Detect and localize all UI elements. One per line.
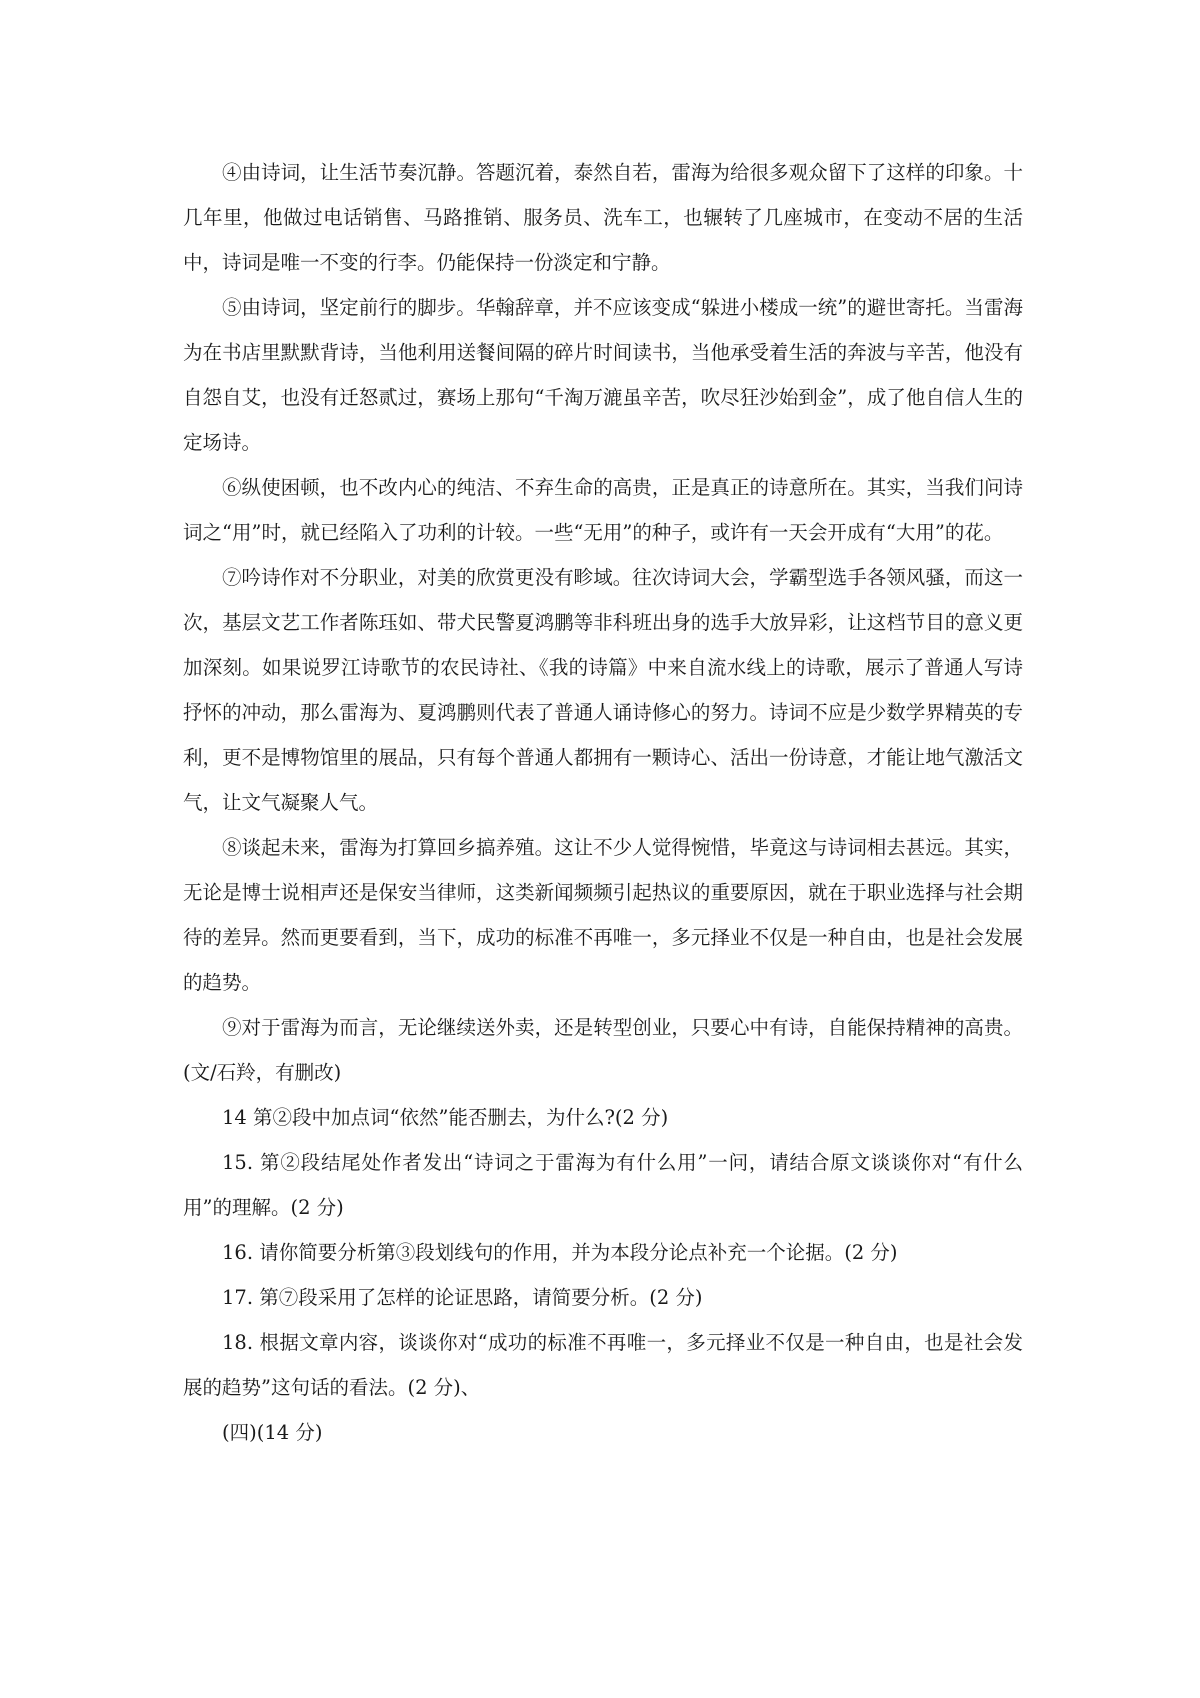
question-17: 17. 第⑦段采用了怎样的论证思路，请简要分析。(2 分) xyxy=(222,1286,703,1309)
paragraph-7: ⑦吟诗作对不分职业，对美的欣赏更没有畛域。往次诗词大会，学霸型选手各领风骚，而这一次，基层文艺工作者陈珏如、带犬民警夏鸿鹏等非科班出身的选手大放异彩，让这档节目的意义更加深刻。如果说罗江诗歌节的农民诗社、《我的诗篇》中来自流水线上的诗歌，展示了普通人写诗抒怀的冲动，那么雷海为、夏鸿鹏则代表了普通人诵诗修心的努力。诗词不应是少数学界精英的专利，更不是博物馆里的展品，只有每个普通人都拥有一颗诗心、活出一份诗意，才能让地气激活文气，让文气凝聚人气。 xyxy=(183,566,1023,814)
paragraph-4: ④由诗词，让生活节奏沉静。答题沉着，泰然自若，雷海为给很多观众留下了这样的印象。十几年里，他做过电话销售、马路推销、服务员、洗车工，也辗转了几座城市，在变动不居的生活中，诗词是唯一不变的行李。仍能保持一份淡定和宁静。 xyxy=(183,161,1023,274)
document-page xyxy=(183,150,1023,1455)
question-18: 18. 根据文章内容，谈谈你对“成功的标准不再唯一，多元择业不仅是一种自由，也是社会发展的趋势”这句话的看法。(2 分)、 xyxy=(183,1331,1023,1399)
question-16: 16. 请你简要分析第③段划线句的作用，并为本段分论点补充一个论据。(2 分) xyxy=(222,1241,898,1264)
paragraph-6: ⑥纵使困顿，也不改内心的纯洁、不弃生命的高贵，正是真正的诗意所在。其实，当我们问诗词之“用”时，就已经陷入了功利的计较。一些“无用”的种子，或许有一天会开成有“大用”的花。 xyxy=(183,476,1023,544)
question-15: 15. 第②段结尾处作者发出“诗词之于雷海为有什么用”一问，请结合原文谈谈你对“有什么用”的理解。(2 分) xyxy=(183,1151,1023,1219)
paragraph-5: ⑤由诗词，坚定前行的脚步。华翰辞章，并不应该变成“躲进小楼成一统”的避世寄托。当雷海为在书店里默默背诗，当他利用送餐间隔的碎片时间读书，当他承受着生活的奔波与辛苦，他没有自怨自艾，也没有迁怒贰过，赛场上那句“千淘万漉虽辛苦，吹尽狂沙始到金”，成了他自信人生的定场诗。 xyxy=(183,296,1023,454)
section-marker: (四)(14 分) xyxy=(222,1421,323,1444)
paragraph-9: ⑨对于雷海为而言，无论继续送外卖，还是转型创业，只要心中有诗，自能保持精神的高贵。(文/石羚，有删改) xyxy=(183,1016,1023,1084)
paragraph-8: ⑧谈起未来，雷海为打算回乡搞养殖。这让不少人觉得惋惜，毕竟这与诗词相去甚远。其实，无论是博士说相声还是保安当律师，这类新闻频频引起热议的重要原因，就在于职业选择与社会期待的差异。然而更要看到，当下，成功的标准不再唯一，多元择业不仅是一种自由，也是社会发展的趋势。 xyxy=(183,836,1023,994)
question-14: 14 第②段中加点词“依然”能否删去，为什么?(2 分) xyxy=(222,1106,669,1129)
